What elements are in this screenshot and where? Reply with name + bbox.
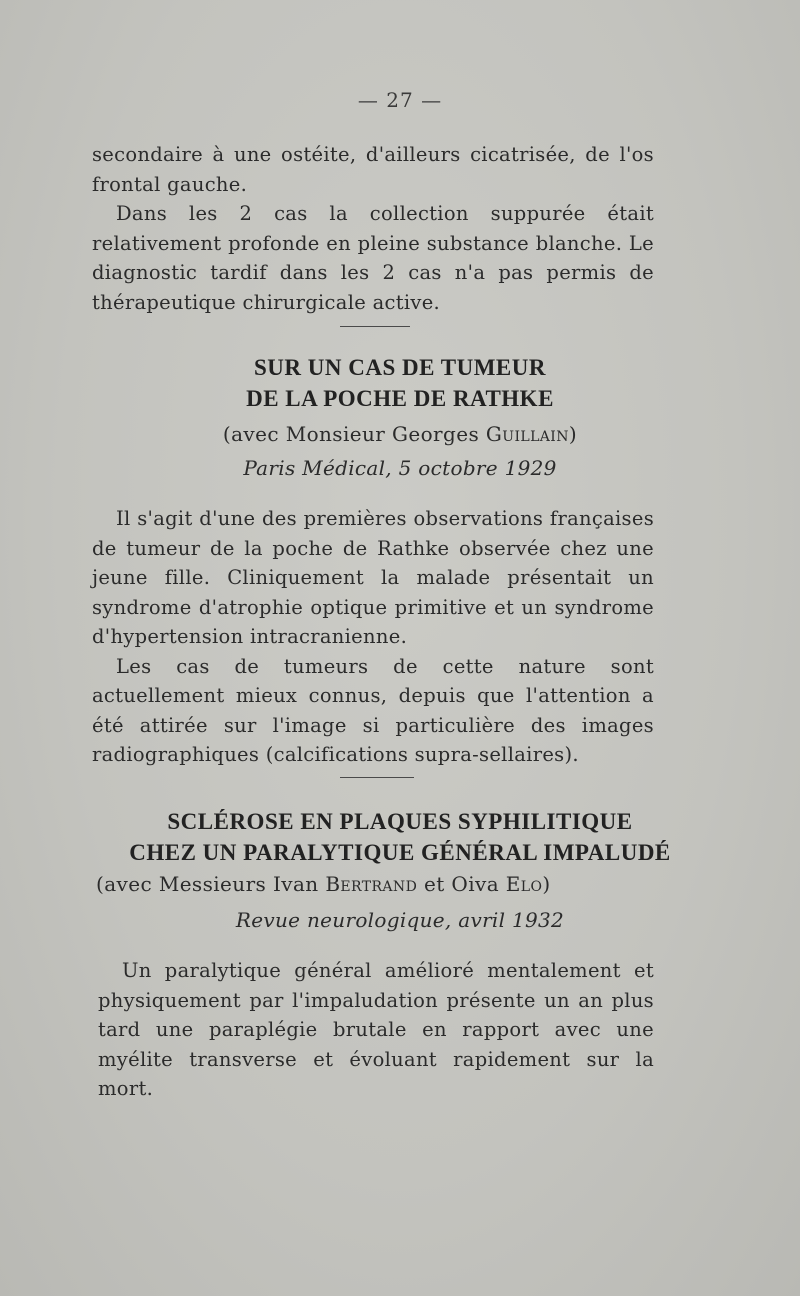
article-1-journal: Paris Médical, 5 octobre 1929: [243, 456, 557, 480]
article-2-paragraph-1: Un paralytique général amélioré mentalement et physiquement par l'impaludation présente un an plus tard une paraplégie brutale en rapport avec une myélite transverse et évoluant rapidement sur la mort.: [98, 959, 654, 1100]
article-2-title: [0, 806, 800, 868]
article-2-coauthors-mid: et Oiva: [417, 872, 506, 896]
article-1-title: [0, 352, 800, 414]
article-1-coauthors-prefix: (avec Monsieur Georges: [222, 422, 486, 446]
intro-paragraph-1: secondaire à une ostéite, d'ailleurs cicatrisée, de l'os frontal gauche.: [92, 143, 654, 196]
article-1-paragraph-1: Il s'agit d'une des premières observations françaises de tumeur de la poche de Rathke observée chez une jeune fille. Cliniquement la malade présentait un syndrome d'atrophie optique primitive et un syndrome d'hypertension intracranienne.: [92, 507, 654, 648]
article-1-title-line-1: SUR UN CAS DE TUMEUR: [254, 355, 546, 380]
article-2-body: [98, 956, 654, 1104]
page-number: — 27 —: [357, 88, 443, 112]
intro-text: [92, 140, 654, 317]
article-2-title-line-1: SCLÉROSE EN PLAQUES SYPHILITIQUE: [167, 809, 633, 834]
article-1-coauthors-suffix: ): [568, 422, 578, 446]
article-1-coauthors: [0, 422, 800, 446]
article-2-coauthors: [96, 872, 551, 896]
article-2-coauthor-name-1: Bertrand: [325, 872, 418, 896]
article-2-coauthors-suffix: ): [542, 872, 551, 896]
article-2-title-line-2: CHEZ UN PARALYTIQUE GÉNÉRAL IMPALUDÉ: [129, 840, 671, 865]
article-2-journal: Revue neurologique, avril 1932: [235, 908, 565, 932]
section-divider-1: [340, 326, 410, 327]
article-1-paragraph-2: Les cas de tumeurs de cette nature sont actuellement mieux connus, depuis que l'attention a été attirée sur l'image si particulière des images radiographiques (calcifications supra-sellaires).: [92, 654, 654, 766]
article-1-coauthor-name: Guillain: [485, 422, 569, 446]
article-1-body: [92, 504, 654, 770]
article-1-title-line-2: DE LA POCHE DE RATHKE: [246, 386, 554, 411]
section-divider-2: [340, 777, 414, 778]
article-2-coauthor-name-2: Elo: [505, 872, 543, 896]
article-2-coauthors-prefix: (avec Messieurs Ivan: [96, 872, 326, 896]
intro-paragraph-2: Dans les 2 cas la collection suppurée était relativement profonde en pleine substance blanche. Le diagnostic tardif dans les 2 cas n'a pas permis de thérapeutique chirurgicale active.: [92, 202, 654, 314]
